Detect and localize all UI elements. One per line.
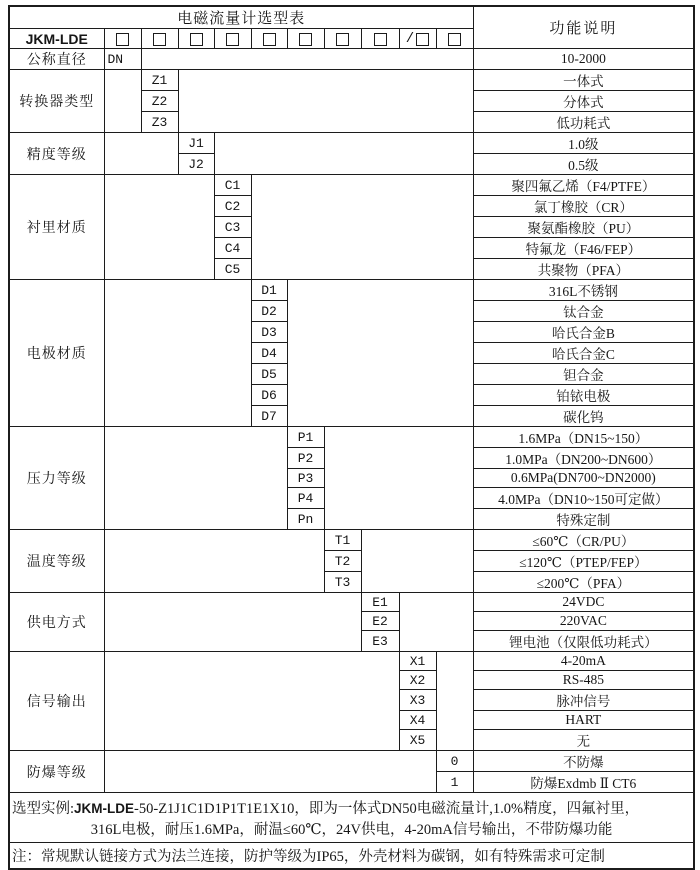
code-cell: J1 [178,133,214,154]
category-label: 电极材质 [9,280,104,427]
example-line1 [10,795,693,820]
code-checkbox [416,33,429,46]
description-cell: 316L不锈钢 [473,280,694,301]
code-cell: Z3 [141,112,178,133]
code-cell: C4 [214,238,251,259]
spec-row [9,175,694,196]
description-cell: 钛合金 [473,301,694,322]
code-cell: E1 [361,593,399,612]
description-cell: 哈氏合金C [473,343,694,364]
empty-cell [104,530,324,593]
code-cell: X1 [399,652,436,671]
checkbox-cell [436,29,473,49]
category-label: 信号输出 [9,652,104,751]
selection-table [8,5,695,870]
code-cell: E3 [361,631,399,652]
description-cell: 1.6MPa（DN15~150） [473,427,694,448]
code-cell: T3 [324,572,361,593]
model-prefix: JKM-LDE [9,29,104,49]
checkbox-cell [104,29,141,49]
description-cell: 氯丁橡胶（CR） [473,196,694,217]
code-cell: X3 [399,690,436,711]
example-row [9,793,694,843]
code-cell: P3 [287,469,324,488]
description-cell: HART [473,711,694,730]
description-cell: 无 [473,730,694,751]
checkbox-cell [178,29,214,49]
code-cell: DN [104,49,141,70]
code-cell: P2 [287,448,324,469]
empty-cell [104,751,436,793]
example-label: 选型实例: [12,800,75,817]
description-cell: 共聚物（PFA） [473,259,694,280]
checkbox-cell [324,29,361,49]
checkbox-cell [361,29,399,49]
empty-cell [104,652,399,751]
description-cell: ≤60℃（CR/PU） [473,530,694,551]
empty-cell [436,652,473,751]
code-cell: 1 [436,772,473,793]
empty-cell [104,427,287,530]
spec-row [9,427,694,448]
description-cell: 1.0级 [473,133,694,154]
description-cell: ≤200℃（PFA） [473,572,694,593]
description-cell: 锂电池（仅限低功耗式） [473,631,694,652]
spec-row [9,49,694,70]
code-cell: Z1 [141,70,178,91]
code-cell: P1 [287,427,324,448]
checkbox-cell [251,29,287,49]
code-cell: X5 [399,730,436,751]
code-cell: Pn [287,509,324,530]
description-cell: 4-20mA [473,652,694,671]
empty-cell [251,175,473,280]
description-cell: 碳化钨 [473,406,694,427]
category-label: 供电方式 [9,593,104,652]
empty-cell [324,427,473,530]
spec-row [9,133,694,154]
code-cell: T1 [324,530,361,551]
code-cell: P4 [287,488,324,509]
checkbox-cell [214,29,251,49]
description-cell: 低功耗式 [473,112,694,133]
page-title: 电磁流量计选型表 [9,6,473,29]
example-text: -50-Z1J1C1D1P1T1E1X10，即为一体式DN50电磁流量计,1.0%精度，四氟衬里， [134,800,640,817]
code-checkbox [116,33,129,46]
code-checkbox [226,33,239,46]
description-cell: 220VAC [473,612,694,631]
slash-separator: / [405,31,415,47]
empty-cell [178,70,473,133]
spec-row [9,280,694,301]
description-cell: 24VDC [473,593,694,612]
description-cell: 10-2000 [473,49,694,70]
description-cell: 不防爆 [473,751,694,772]
empty-cell [141,49,473,70]
code-cell: D4 [251,343,287,364]
title-row [9,6,694,29]
code-cell: J2 [178,154,214,175]
code-cell: E2 [361,612,399,631]
code-cell: C2 [214,196,251,217]
category-label: 防爆等级 [9,751,104,793]
code-cell: X2 [399,671,436,690]
description-cell: 哈氏合金B [473,322,694,343]
code-cell: C1 [214,175,251,196]
description-cell: 特氟龙（F46/FEP） [473,238,694,259]
spec-row [9,530,694,551]
empty-cell [399,593,473,652]
code-cell: 0 [436,751,473,772]
spec-row [9,652,694,671]
description-cell: 0.6MPa(DN700~DN2000) [473,469,694,488]
category-label: 精度等级 [9,133,104,175]
code-checkbox [299,33,312,46]
spec-row [9,751,694,772]
checkbox-cell [399,29,436,49]
category-label: 公称直径 [9,49,104,70]
description-cell: 防爆Exdmb Ⅱ CT6 [473,772,694,793]
code-cell: D5 [251,364,287,385]
spec-row [9,593,694,612]
empty-cell [104,70,141,133]
category-label: 温度等级 [9,530,104,593]
description-cell: RS-485 [473,671,694,690]
description-cell: 1.0MPa（DN200~DN600） [473,448,694,469]
code-cell: D3 [251,322,287,343]
description-cell: 一体式 [473,70,694,91]
example-model-code: JKM-LDE [74,800,135,816]
empty-cell [104,133,178,175]
example-line2: 316L电极，耐压1.6MPa，耐温≤60℃，24V供电，4-20mA信号输出，不带防爆功能 [90,821,613,838]
code-cell: D6 [251,385,287,406]
description-cell: 聚四氟乙烯（F4/PTFE） [473,175,694,196]
code-cell: Z2 [141,91,178,112]
empty-cell [287,280,473,427]
code-checkbox [263,33,276,46]
checkbox-cell [141,29,178,49]
description-cell: 特殊定制 [473,509,694,530]
code-cell: C3 [214,217,251,238]
description-cell: 聚氨酯橡胶（PU） [473,217,694,238]
code-checkbox [153,33,166,46]
function-column-header: 功能说明 [473,6,694,49]
description-cell: 脉冲信号 [473,690,694,711]
code-cell: T2 [324,551,361,572]
spec-row [9,70,694,91]
empty-cell [104,280,251,427]
description-cell: ≤120℃（PTEP/FEP） [473,551,694,572]
footnote: 注：常规默认链接方式为法兰连接，防护等级为IP65，外壳材料为碳钢，如有特殊需求可定制 [9,843,694,869]
category-label: 转换器类型 [9,70,104,133]
description-cell: 铂铱电极 [473,385,694,406]
description-cell: 钽合金 [473,364,694,385]
description-cell: 0.5级 [473,154,694,175]
selection-example [9,793,694,843]
empty-cell [214,133,473,175]
code-checkbox [190,33,203,46]
code-checkbox [448,33,461,46]
category-label: 压力等级 [9,427,104,530]
checkbox-cell [287,29,324,49]
code-checkbox [336,33,349,46]
code-checkbox [374,33,387,46]
category-label: 衬里材质 [9,175,104,280]
code-cell: D2 [251,301,287,322]
note-row [9,843,694,869]
code-cell: D1 [251,280,287,301]
empty-cell [104,175,214,280]
code-cell: X4 [399,711,436,730]
description-cell: 4.0MPa（DN10~150可定做） [473,488,694,509]
description-cell: 分体式 [473,91,694,112]
empty-cell [104,593,361,652]
code-cell: C5 [214,259,251,280]
empty-cell [361,530,473,593]
code-cell: D7 [251,406,287,427]
